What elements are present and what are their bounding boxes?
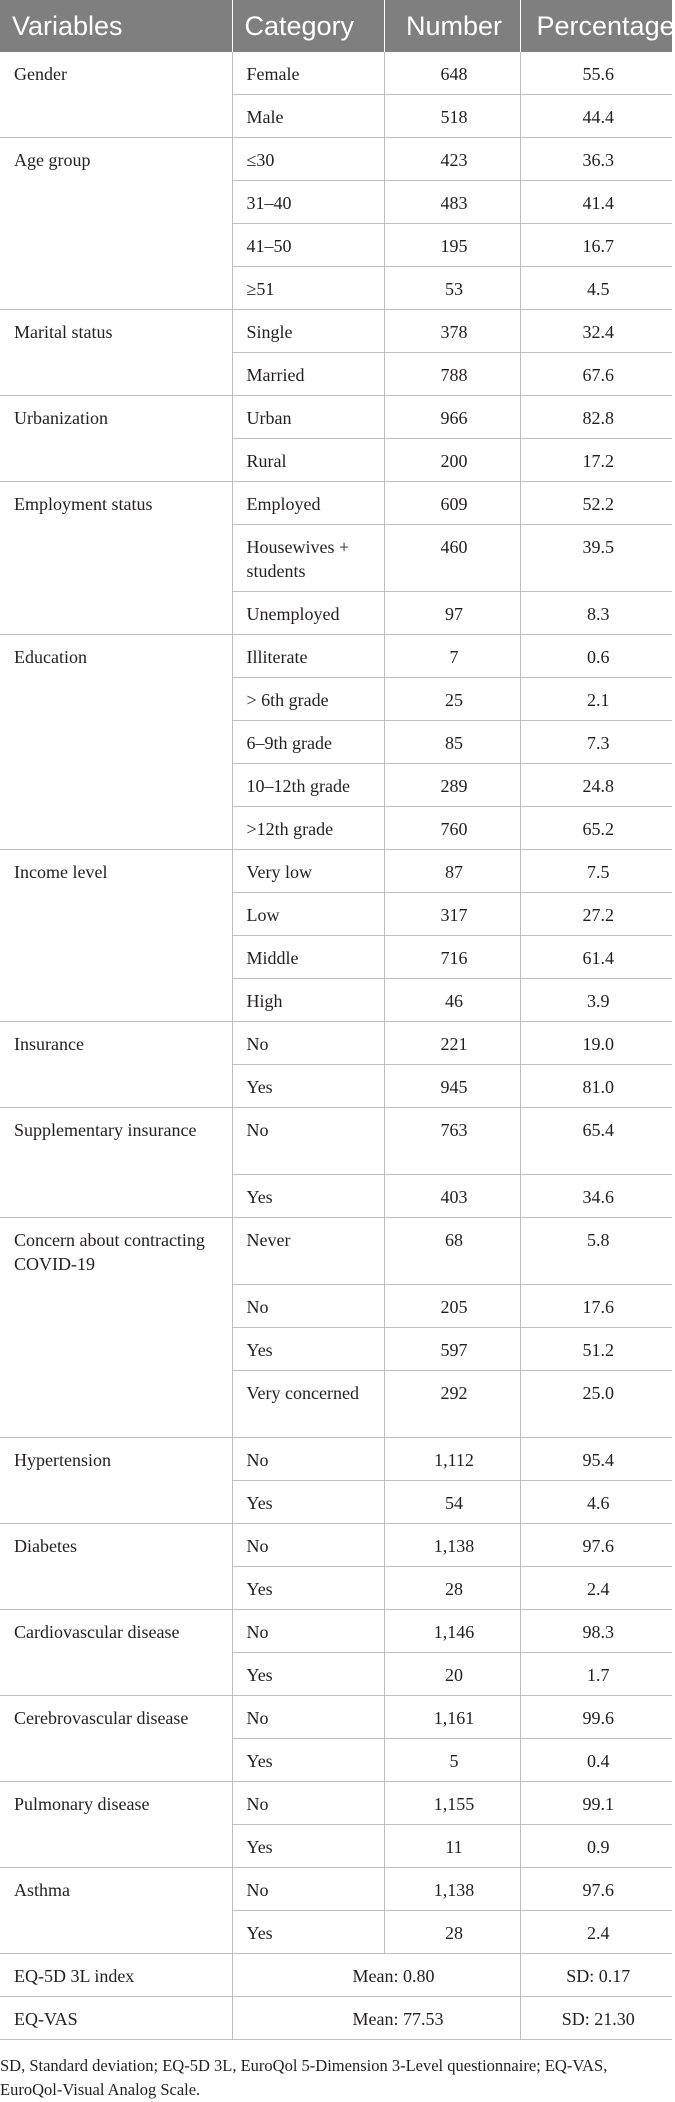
percentage-cell: 39.5: [520, 525, 672, 592]
table-row: [0, 1524, 672, 1567]
summary-mean-cell: Mean: 77.53: [232, 1997, 520, 2040]
category-cell: 6–9th grade: [232, 721, 384, 764]
summary-sd-cell: SD: 0.17: [520, 1954, 672, 1997]
number-cell: 760: [384, 807, 520, 850]
number-cell: 648: [384, 52, 520, 95]
category-cell: No: [232, 1438, 384, 1481]
number-cell: 5: [384, 1739, 520, 1782]
number-cell: 1,146: [384, 1610, 520, 1653]
category-cell: Low: [232, 893, 384, 936]
category-cell: Yes: [232, 1481, 384, 1524]
category-cell: No: [232, 1696, 384, 1739]
table-row: [0, 1218, 672, 1285]
category-cell: No: [232, 1610, 384, 1653]
percentage-cell: 99.6: [520, 1696, 672, 1739]
category-cell: High: [232, 979, 384, 1022]
number-cell: 1,112: [384, 1438, 520, 1481]
category-cell: 10–12th grade: [232, 764, 384, 807]
category-cell: Female: [232, 52, 384, 95]
category-cell: ≥51: [232, 267, 384, 310]
percentage-cell: 34.6: [520, 1175, 672, 1218]
table-row: [0, 52, 672, 95]
number-cell: 53: [384, 267, 520, 310]
percentage-cell: 8.3: [520, 592, 672, 635]
category-cell: No: [232, 1022, 384, 1065]
percentage-cell: 7.3: [520, 721, 672, 764]
percentage-cell: 52.2: [520, 482, 672, 525]
percentage-cell: 25.0: [520, 1371, 672, 1438]
header-category: Category: [232, 0, 384, 52]
header-variables: Variables: [0, 0, 232, 52]
category-cell: Yes: [232, 1065, 384, 1108]
number-cell: 423: [384, 138, 520, 181]
percentage-cell: 65.2: [520, 807, 672, 850]
percentage-cell: 27.2: [520, 893, 672, 936]
number-cell: 966: [384, 396, 520, 439]
percentage-cell: 7.5: [520, 850, 672, 893]
table-row: [0, 1782, 672, 1825]
table-row: [0, 138, 672, 181]
percentage-cell: 36.3: [520, 138, 672, 181]
number-cell: 11: [384, 1825, 520, 1868]
number-cell: 763: [384, 1108, 520, 1175]
percentage-cell: 97.6: [520, 1524, 672, 1567]
header-number: Number: [384, 0, 520, 52]
percentage-cell: 5.8: [520, 1218, 672, 1285]
number-cell: 289: [384, 764, 520, 807]
category-cell: No: [232, 1524, 384, 1567]
percentage-cell: 44.4: [520, 95, 672, 138]
variable-cell: Cerebrovascular disease: [0, 1696, 232, 1782]
variable-cell: Marital status: [0, 310, 232, 396]
percentage-cell: 17.2: [520, 439, 672, 482]
category-cell: Urban: [232, 396, 384, 439]
percentage-cell: 19.0: [520, 1022, 672, 1065]
percentage-cell: 2.4: [520, 1567, 672, 1610]
category-cell: 41–50: [232, 224, 384, 267]
percentage-cell: 61.4: [520, 936, 672, 979]
table-row: [0, 482, 672, 525]
variable-cell: Asthma: [0, 1868, 232, 1954]
category-cell: Male: [232, 95, 384, 138]
category-cell: Yes: [232, 1653, 384, 1696]
percentage-cell: 67.6: [520, 353, 672, 396]
category-cell: Rural: [232, 439, 384, 482]
number-cell: 460: [384, 525, 520, 592]
category-cell: Housewives + students: [232, 525, 384, 592]
table-footnote: SD, Standard deviation; EQ-5D 3L, EuroQol 5-Dimension 3-Level questionnaire; EQ-VAS, EuroQol-Visual Analog Scale.: [0, 2056, 608, 2099]
percentage-cell: 55.6: [520, 52, 672, 95]
number-cell: 221: [384, 1022, 520, 1065]
percentage-cell: 16.7: [520, 224, 672, 267]
variable-cell: Income level: [0, 850, 232, 1022]
number-cell: 7: [384, 635, 520, 678]
number-cell: 292: [384, 1371, 520, 1438]
category-cell: ≤30: [232, 138, 384, 181]
table-row: [0, 1610, 672, 1653]
number-cell: 87: [384, 850, 520, 893]
variable-cell: Supplementary insurance: [0, 1108, 232, 1218]
table-row: [0, 850, 672, 893]
number-cell: 85: [384, 721, 520, 764]
variable-cell: Cardiovascular disease: [0, 1610, 232, 1696]
variable-cell: Gender: [0, 52, 232, 138]
percentage-cell: 0.9: [520, 1825, 672, 1868]
number-cell: 1,138: [384, 1868, 520, 1911]
number-cell: 195: [384, 224, 520, 267]
number-cell: 1,161: [384, 1696, 520, 1739]
summary-sd-cell: SD: 21.30: [520, 1997, 672, 2040]
percentage-cell: 41.4: [520, 181, 672, 224]
table-row: [0, 396, 672, 439]
category-cell: Unemployed: [232, 592, 384, 635]
number-cell: 46: [384, 979, 520, 1022]
percentage-cell: 0.4: [520, 1739, 672, 1782]
number-cell: 378: [384, 310, 520, 353]
number-cell: 200: [384, 439, 520, 482]
percentage-cell: 97.6: [520, 1868, 672, 1911]
number-cell: 945: [384, 1065, 520, 1108]
variable-cell: Age group: [0, 138, 232, 310]
category-cell: Single: [232, 310, 384, 353]
variable-cell: Pulmonary disease: [0, 1782, 232, 1868]
summary-row: [0, 1954, 672, 1997]
category-cell: Married: [232, 353, 384, 396]
category-cell: No: [232, 1782, 384, 1825]
number-cell: 788: [384, 353, 520, 396]
number-cell: 97: [384, 592, 520, 635]
table-body: [0, 52, 672, 2040]
percentage-cell: 4.5: [520, 267, 672, 310]
category-cell: Yes: [232, 1328, 384, 1371]
percentage-cell: 81.0: [520, 1065, 672, 1108]
number-cell: 205: [384, 1285, 520, 1328]
percentage-cell: 2.4: [520, 1911, 672, 1954]
number-cell: 20: [384, 1653, 520, 1696]
percentage-cell: 17.6: [520, 1285, 672, 1328]
percentage-cell: 98.3: [520, 1610, 672, 1653]
table-row: [0, 1022, 672, 1065]
number-cell: 403: [384, 1175, 520, 1218]
percentage-cell: 3.9: [520, 979, 672, 1022]
summary-row: [0, 1997, 672, 2040]
percentage-cell: 82.8: [520, 396, 672, 439]
variable-cell: Insurance: [0, 1022, 232, 1108]
variable-cell: Diabetes: [0, 1524, 232, 1610]
percentage-cell: 99.1: [520, 1782, 672, 1825]
category-cell: Yes: [232, 1825, 384, 1868]
variable-cell: Education: [0, 635, 232, 850]
number-cell: 716: [384, 936, 520, 979]
table-row: [0, 635, 672, 678]
category-cell: No: [232, 1108, 384, 1175]
number-cell: 25: [384, 678, 520, 721]
table-row: [0, 1108, 672, 1175]
category-cell: >12th grade: [232, 807, 384, 850]
percentage-cell: 0.6: [520, 635, 672, 678]
category-cell: Illiterate: [232, 635, 384, 678]
percentage-cell: 2.1: [520, 678, 672, 721]
category-cell: Employed: [232, 482, 384, 525]
summary-variable-cell: EQ-VAS: [0, 1997, 232, 2040]
header-percentage: Percentage: [520, 0, 672, 52]
percentage-cell: 32.4: [520, 310, 672, 353]
summary-variable-cell: EQ-5D 3L index: [0, 1954, 232, 1997]
category-cell: No: [232, 1868, 384, 1911]
number-cell: 1,155: [384, 1782, 520, 1825]
summary-mean-cell: Mean: 0.80: [232, 1954, 520, 1997]
category-cell: Yes: [232, 1739, 384, 1782]
percentage-cell: 65.4: [520, 1108, 672, 1175]
number-cell: 609: [384, 482, 520, 525]
percentage-cell: 24.8: [520, 764, 672, 807]
table-row: [0, 1438, 672, 1481]
variable-cell: Employment status: [0, 482, 232, 635]
category-cell: Very low: [232, 850, 384, 893]
table-row: [0, 310, 672, 353]
header-row: [0, 0, 672, 52]
percentage-cell: 4.6: [520, 1481, 672, 1524]
number-cell: 518: [384, 95, 520, 138]
number-cell: 54: [384, 1481, 520, 1524]
percentage-cell: 51.2: [520, 1328, 672, 1371]
number-cell: 68: [384, 1218, 520, 1285]
percentage-cell: 95.4: [520, 1438, 672, 1481]
category-cell: > 6th grade: [232, 678, 384, 721]
category-cell: Very concerned: [232, 1371, 384, 1438]
variable-cell: Urbanization: [0, 396, 232, 482]
category-cell: Never: [232, 1218, 384, 1285]
category-cell: No: [232, 1285, 384, 1328]
variable-cell: Concern about contracting COVID-19: [0, 1218, 232, 1438]
number-cell: 597: [384, 1328, 520, 1371]
category-cell: Middle: [232, 936, 384, 979]
variable-cell: Hypertension: [0, 1438, 232, 1524]
percentage-cell: 1.7: [520, 1653, 672, 1696]
table-row: [0, 1696, 672, 1739]
number-cell: 317: [384, 893, 520, 936]
category-cell: Yes: [232, 1567, 384, 1610]
number-cell: 1,138: [384, 1524, 520, 1567]
table-row: [0, 1868, 672, 1911]
number-cell: 483: [384, 181, 520, 224]
category-cell: 31–40: [232, 181, 384, 224]
table-header: [0, 0, 675, 52]
number-cell: 28: [384, 1567, 520, 1610]
category-cell: Yes: [232, 1175, 384, 1218]
number-cell: 28: [384, 1911, 520, 1954]
category-cell: Yes: [232, 1911, 384, 1954]
